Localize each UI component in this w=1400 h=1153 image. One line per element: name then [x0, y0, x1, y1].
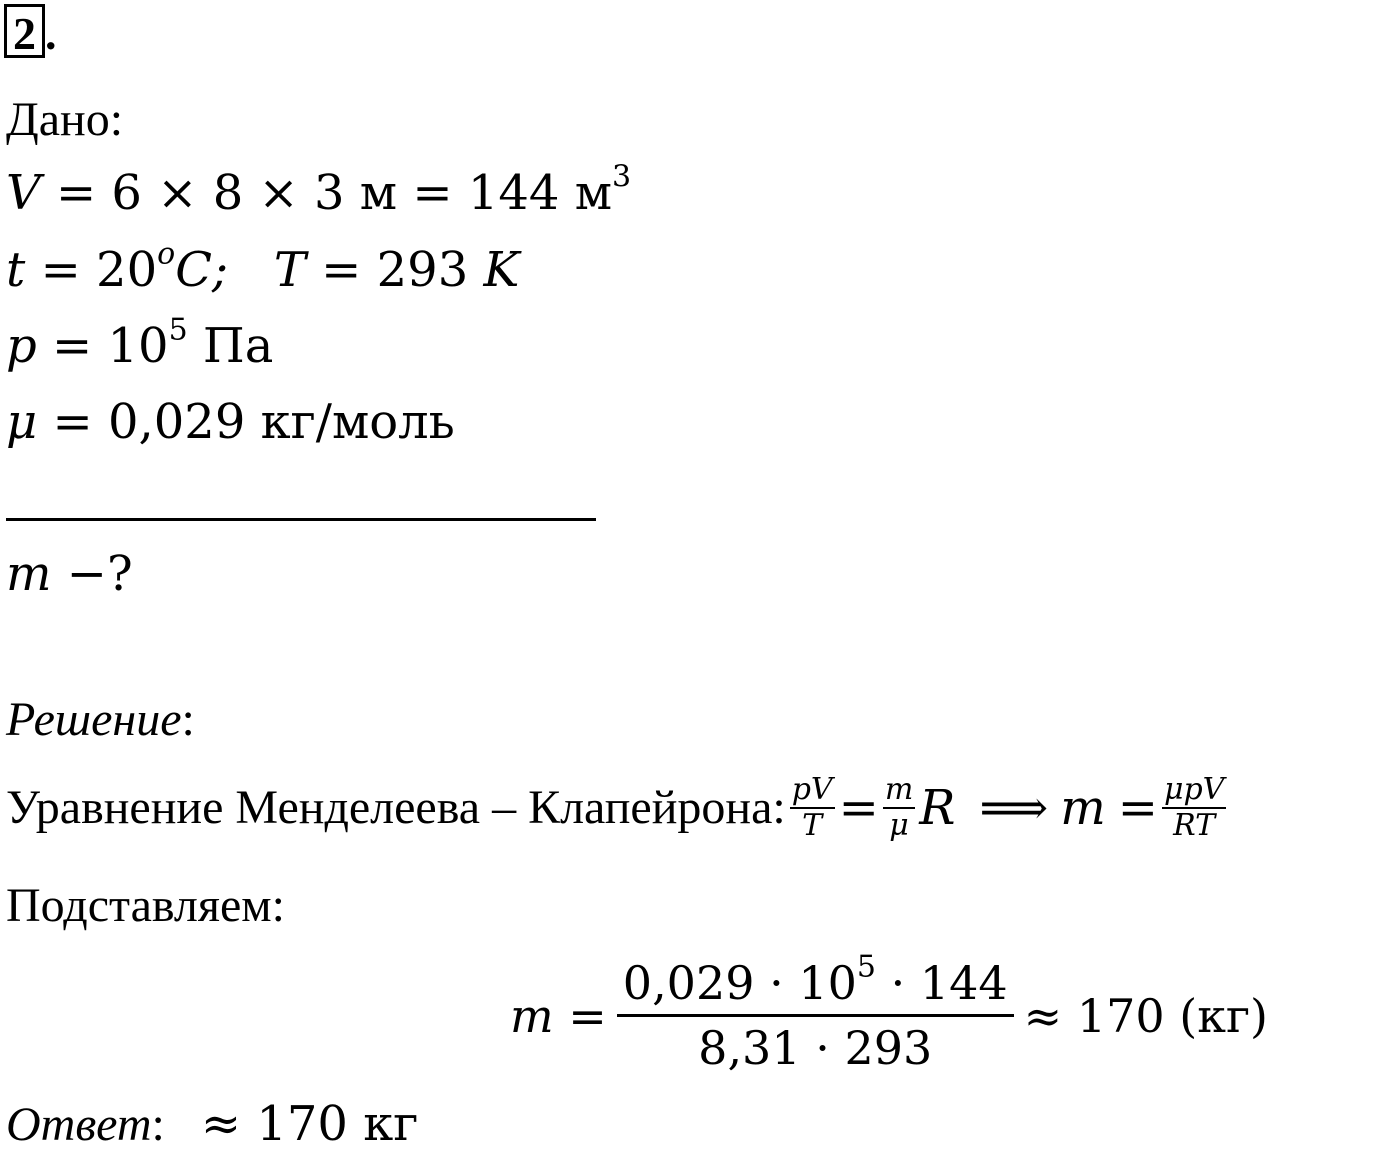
- volume-expression: = 6 × 8 × 3 м = 144 м: [55, 165, 613, 221]
- frac1-denominator: T: [802, 808, 823, 843]
- problem-number-dot: .: [45, 8, 57, 59]
- given-molar-mass: [6, 394, 455, 450]
- equation-equals: =: [838, 780, 879, 836]
- given-heading: Дано:: [6, 93, 124, 146]
- equation-label: Уравнение Менделеева – Клапейрона:: [6, 781, 786, 834]
- substitution-calculation: [510, 949, 1268, 1079]
- mendeleev-equation-line: [6, 768, 1230, 848]
- calc-num-a: 0,029 · 10: [622, 956, 857, 1010]
- implies-symbol: ⟹: [979, 780, 1049, 836]
- given-divider: [6, 518, 596, 521]
- frac3-denominator: RT: [1173, 808, 1216, 843]
- molar-mass-symbol: μ: [6, 394, 38, 450]
- problem-number: [4, 4, 57, 61]
- calc-num-exp: 5: [856, 949, 876, 985]
- fraction-pv-over-t: [790, 773, 835, 843]
- unknown-symbol: m: [6, 546, 52, 602]
- given-volume: [6, 159, 632, 221]
- volume-symbol: V: [6, 165, 41, 221]
- frac2-numerator: m: [884, 772, 914, 807]
- calc-lhs: [510, 989, 607, 1043]
- solution-heading-colon: :: [181, 693, 195, 746]
- pressure-symbol: p: [6, 318, 37, 374]
- pressure-expression: = 10: [52, 318, 169, 374]
- given-temperature: [6, 236, 520, 298]
- solution-heading-text: Решение: [6, 693, 182, 746]
- molar-mass-expression: = 0,029 кг/моль: [52, 394, 455, 450]
- T-symbol: T: [273, 242, 306, 298]
- fraction-mupv-over-rt: [1162, 773, 1226, 843]
- t-unit: C;: [175, 242, 229, 298]
- answer-colon: :: [151, 1098, 165, 1151]
- calc-result: ≈ 170 (кг): [1023, 988, 1268, 1043]
- answer-line: [6, 1096, 418, 1153]
- result-mass-symbol: m: [1060, 780, 1106, 836]
- unknown-quantity: [6, 546, 133, 602]
- calc-denominator: 8,31 · 293: [698, 1021, 933, 1075]
- t-symbol: t: [6, 242, 26, 298]
- pressure-unit: Па: [202, 318, 274, 374]
- t-expression: = 20: [40, 242, 158, 298]
- T-expression: = 293: [321, 242, 469, 298]
- calc-num-b: · 144: [875, 956, 1008, 1010]
- result-equals: =: [1117, 780, 1158, 836]
- solution-heading: [6, 692, 195, 748]
- calc-lhs-text: m =: [510, 988, 607, 1043]
- problem-number-box: [4, 4, 45, 58]
- frac2-denominator: μ: [889, 808, 909, 843]
- problem-number-value: 2: [13, 8, 36, 59]
- answer-label: Ответ: [6, 1098, 152, 1151]
- given-pressure: [6, 312, 274, 374]
- t-exponent: o: [157, 236, 176, 272]
- substitute-label: Подставляем:: [6, 879, 285, 932]
- gas-constant-symbol: R: [919, 780, 956, 836]
- volume-exponent: 3: [612, 159, 632, 195]
- fraction-m-over-mu: [883, 773, 915, 843]
- pressure-exponent: 5: [168, 312, 188, 348]
- calc-numerator: [617, 949, 1014, 1014]
- T-unit: K: [483, 242, 520, 298]
- frac3-numerator: μpV: [1163, 772, 1225, 807]
- frac1-numerator: pV: [791, 772, 833, 807]
- unknown-expression: −?: [66, 546, 133, 602]
- calc-fraction: [617, 949, 1014, 1079]
- answer-value: ≈ 170 кг: [200, 1096, 419, 1152]
